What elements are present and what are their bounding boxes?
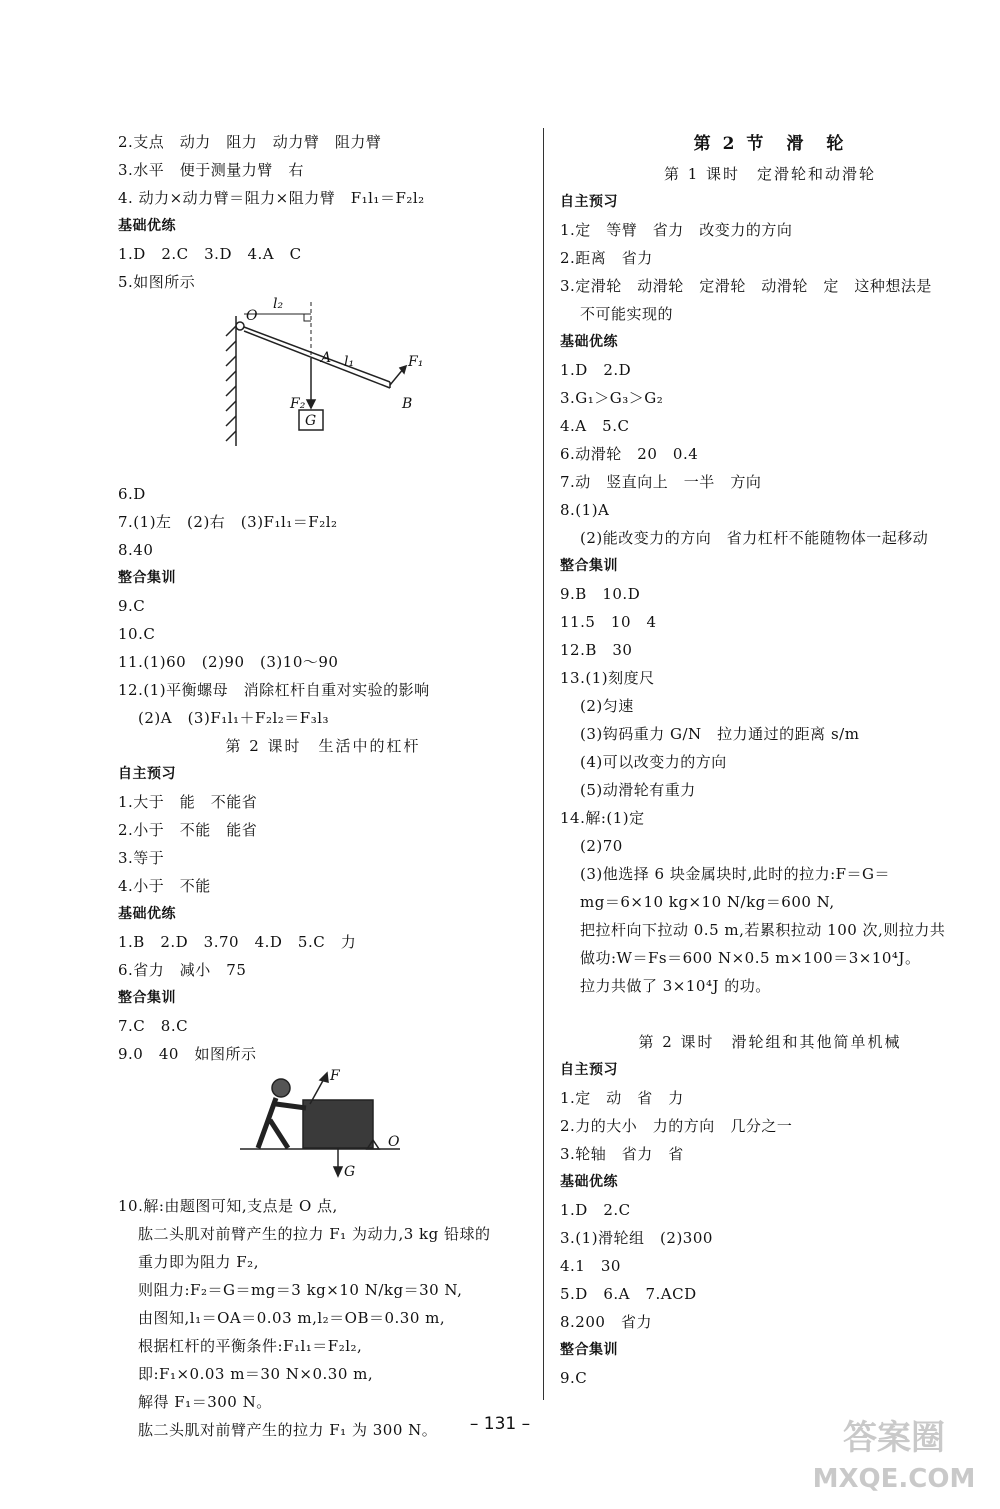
label-l1: l₁ — [344, 354, 355, 370]
answer-line: 4.A 5.C — [560, 417, 630, 435]
answer-line: 4. 动力×动力臂＝阻力×阻力臂 F₁l₁＝F₂l₂ — [118, 189, 425, 207]
chapter-heading: 第 2 课时 生活中的杠杆 — [225, 737, 421, 755]
chapter-heading: 第 1 课时 定滑轮和动滑轮 — [663, 165, 877, 183]
answer-line: 5.D 6.A 7.ACD — [560, 1285, 697, 1303]
answer-line: 1.定 等臂 省力 改变力的方向 — [560, 221, 793, 239]
section-heading: 整合集训 — [560, 558, 618, 574]
answer-line: 14.解:(1)定 — [560, 809, 645, 827]
watermark-top: 答案圈 — [843, 1418, 945, 1458]
answer-line: (3)他选择 6 块金属块时,此时的拉力:F＝G＝ — [580, 865, 891, 883]
label-F2: F₂ — [290, 396, 306, 412]
push-box-diagram — [118, 1068, 528, 1188]
answer-line: 拉力共做了 3×10⁴J 的功。 — [580, 977, 771, 995]
answer-line: 3.水平 便于测量力臂 右 — [118, 161, 304, 179]
answer-line: 12.(1)平衡螺母 消除杠杆自重对实验的影响 — [118, 681, 430, 699]
answer-line: 1.大于 能 不能省 — [118, 793, 258, 811]
answer-line: 1.定 动 省 力 — [560, 1089, 684, 1107]
figure-push — [118, 1068, 528, 1192]
answer-line: 把拉杆向下拉动 0.5 m,若累积拉动 100 次,则拉力共 — [580, 921, 946, 939]
answer-line: 9.C — [118, 597, 146, 615]
answer-line: 肱二头肌对前臂产生的拉力 F₁ 为动力,3 kg 铅球的 — [138, 1225, 491, 1243]
answer-line: 4.小于 不能 — [118, 877, 211, 895]
answer-line: 8.(1)A — [560, 501, 610, 519]
answer-line: 9.B 10.D — [560, 585, 641, 603]
answer-line: 1.D 2.D — [560, 361, 632, 379]
label-B: B — [402, 396, 413, 412]
left-column — [118, 128, 528, 1444]
answer-line: 则阻力:F₂＝G＝mg＝3 kg×10 N/kg＝30 N, — [138, 1281, 463, 1299]
answer-line: 重力即为阻力 F₂, — [138, 1253, 259, 1271]
section-heading: 自主预习 — [560, 194, 618, 210]
answer-line: 7.C 8.C — [118, 1017, 189, 1035]
answer-line: 10.C — [118, 625, 156, 643]
answer-line: 8.40 — [118, 541, 154, 559]
answer-line: 2.距离 省力 — [560, 249, 653, 267]
answer-line: 2.力的大小 力的方向 几分之一 — [560, 1117, 793, 1135]
answer-line — [560, 1000, 980, 1028]
column-divider — [543, 128, 544, 1400]
answer-line: 根据杠杆的平衡条件:F₁l₁＝F₂l₂, — [138, 1337, 363, 1355]
answer-line: 3.G₁＞G₃＞G₂ — [560, 389, 664, 407]
answer-line: (2)A (3)F₁l₁＋F₂l₂＝F₃l₃ — [138, 709, 330, 727]
answer-line: (5)动滑轮有重力 — [580, 781, 696, 799]
answer-line: mg＝6×10 kg×10 N/kg＝600 N, — [580, 893, 835, 911]
label-l2: l₂ — [273, 296, 284, 312]
answer-line: 3.定滑轮 动滑轮 定滑轮 动滑轮 定 这种想法是 — [560, 277, 932, 295]
answer-line: 1.D 2.C 3.D 4.A C — [118, 245, 302, 263]
section-heading: 整合集训 — [118, 570, 176, 586]
answer-line: 4.1 30 — [560, 1257, 621, 1275]
answer-line: (2)70 — [580, 837, 623, 855]
answer-line: 10.解:由题图可知,支点是 O 点, — [118, 1197, 338, 1215]
chapter-heading: 第 2 课时 滑轮组和其他简单机械 — [638, 1033, 902, 1051]
answer-line: 3.(1)滑轮组 (2)300 — [560, 1229, 713, 1247]
section-heading: 基础优练 — [560, 1174, 618, 1190]
section-heading: 整合集训 — [118, 990, 176, 1006]
figure-lever — [118, 296, 528, 480]
answer-line: 由图知,l₁＝OA＝0.03 m,l₂＝OB＝0.30 m, — [138, 1309, 446, 1327]
answer-line: 7.动 竖直向上 一半 方向 — [560, 473, 762, 491]
answer-line: 不可能实现的 — [580, 305, 674, 323]
section-heading: 整合集训 — [560, 1342, 618, 1358]
answer-line: 做功:W＝Fs＝600 N×0.5 m×100＝3×10⁴J。 — [580, 949, 921, 967]
answer-line: 6.省力 减小 75 — [118, 961, 247, 979]
answer-line: 1.D 2.C — [560, 1201, 631, 1219]
answer-line: (3)钩码重力 G/N 拉力通过的距离 s/m — [580, 725, 860, 743]
label-F1: F₁ — [408, 354, 424, 370]
answer-line: 11.5 10 4 — [560, 613, 657, 631]
label-G: G — [344, 1164, 356, 1180]
answer-line: 解得 F₁＝300 N。 — [138, 1393, 272, 1411]
section-heading: 自主预习 — [118, 766, 176, 782]
answer-line: 9.0 40 如图所示 — [118, 1045, 257, 1063]
answer-line: 即:F₁×0.03 m＝30 N×0.30 m, — [138, 1365, 374, 1383]
answer-line: (4)可以改变力的方向 — [580, 753, 727, 771]
section-heading: 基础优练 — [560, 334, 618, 350]
answer-line: 9.C — [560, 1369, 588, 1387]
label-O: O — [246, 308, 258, 324]
section-heading: 自主预习 — [560, 1062, 618, 1078]
answer-line: (2)匀速 — [580, 697, 634, 715]
watermark-logo — [804, 1409, 984, 1497]
answer-line: 6.动滑轮 20 0.4 — [560, 445, 699, 463]
watermark-bottom: MXQE.COM — [812, 1464, 976, 1494]
answer-line: 13.(1)刻度尺 — [560, 669, 655, 687]
label-O: O — [388, 1134, 400, 1150]
answer-line: 11.(1)60 (2)90 (3)10～90 — [118, 653, 339, 671]
section-heading: 基础优练 — [118, 906, 176, 922]
answer-line: 7.(1)左 (2)右 (3)F₁l₁＝F₂l₂ — [118, 513, 338, 531]
answer-line: 肱二头肌对前臂产生的拉力 F₁ 为 300 N。 — [138, 1421, 438, 1439]
answer-line: 1.B 2.D 3.70 4.D 5.C 力 — [118, 933, 357, 951]
answer-line: 3.等于 — [118, 849, 165, 867]
section-heading: 基础优练 — [118, 218, 176, 234]
label-F: F — [330, 1068, 340, 1084]
lever-diagram — [118, 296, 528, 476]
answer-line: 3.轮轴 省力 省 — [560, 1145, 684, 1163]
page-number: – 131 – — [469, 1414, 531, 1434]
label-A: A — [321, 350, 332, 366]
chapter-heading: 第 2 节 滑 轮 — [693, 134, 847, 154]
answer-line: (2)能改变力的方向 省力杠杆不能随物体一起移动 — [580, 529, 929, 547]
answer-line: 2.小于 不能 能省 — [118, 821, 258, 839]
label-G: G — [305, 413, 317, 429]
right-column — [560, 128, 980, 1392]
answer-line: 8.200 省力 — [560, 1313, 652, 1331]
answer-line: 2.支点 动力 阻力 动力臂 阻力臂 — [118, 133, 382, 151]
answer-line: 5.如图所示 — [118, 273, 196, 291]
answer-line: 6.D — [118, 485, 146, 503]
answer-line: 12.B 30 — [560, 641, 633, 659]
